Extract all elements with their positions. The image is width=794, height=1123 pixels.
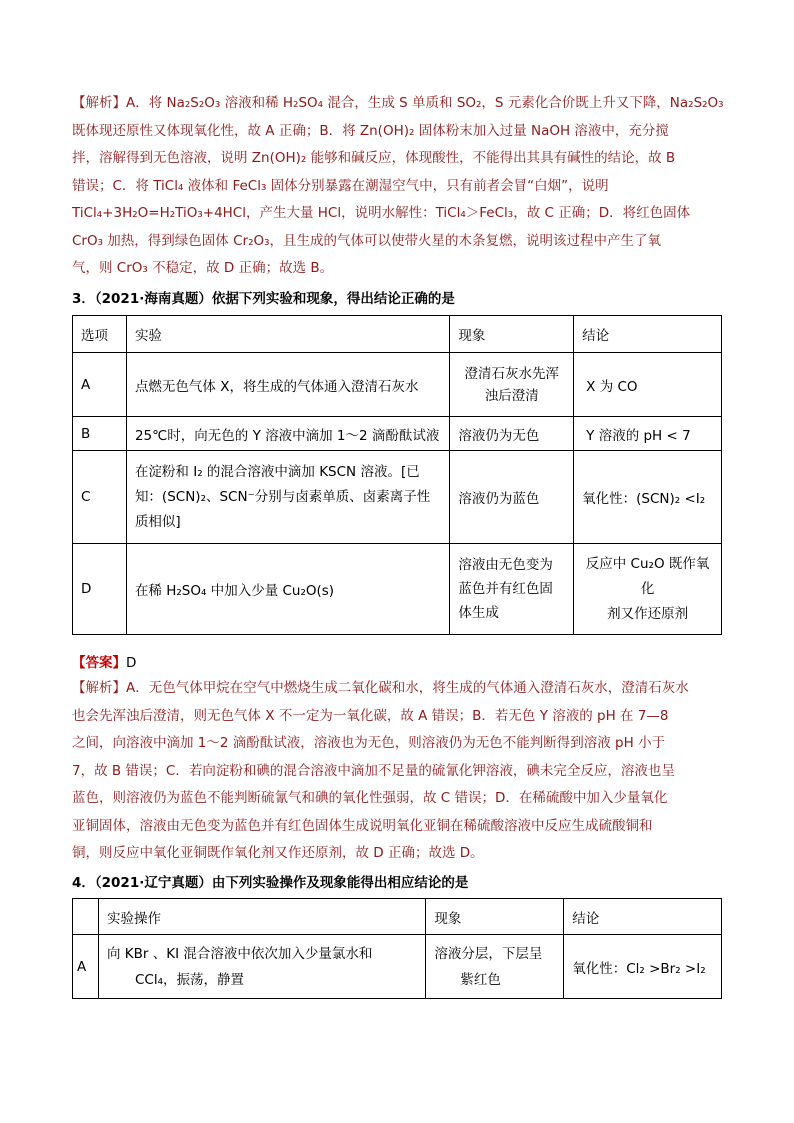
- phenomenon-cell: [450, 353, 574, 417]
- option-label: B: [73, 417, 127, 451]
- conclusion-cell: Y 溶液的 pH < 7: [574, 417, 722, 451]
- phenomenon-line: 紫红色: [460, 971, 501, 988]
- experiment-line: 在淀粉和 I₂ 的混合溶液中滴加 KSCN 溶液。[已: [134, 463, 420, 480]
- header-operation: 实验操作: [98, 899, 425, 935]
- question-3-table: [72, 315, 722, 635]
- analysis-line: 亚铜固体，溶液由无色变为蓝色并有红色固体生成说明氧化亚铜在稀硫酸溶液中反应生成硫酸铜和: [72, 817, 653, 834]
- phenomenon-cell: 溶液仍为无色: [450, 417, 574, 451]
- analysis-line: 【解析】A．将 Na₂S₂O₃ 溶液和稀 H₂SO₄ 混合，生成 S 单质和 SO₂，S 元素化合价既上升又下降，Na₂S₂O₃: [72, 95, 724, 111]
- analysis-line: 也会先浑浊后澄清，则无色气体 X 不一定为一氧化碳，故 A 错误；B．若无色 Y 溶液的 pH 在 7—8: [72, 707, 669, 724]
- header-experiment: 实验: [126, 316, 449, 353]
- phenomenon-cell: 溶液仍为蓝色: [450, 451, 574, 544]
- question-4-stem: 4．（2021·辽宁真题）由下列实验操作及现象能得出相应结论的是: [72, 875, 469, 891]
- conclusion-line: 反应中 Cu₂O 既作氧化: [585, 555, 710, 597]
- phenomenon-line: 澄清石灰水先浑: [464, 365, 560, 382]
- answer-line: [72, 651, 136, 671]
- table-header-row: [73, 899, 722, 935]
- operation-line: CCl₄，振荡，静置: [134, 971, 244, 988]
- header-phenomenon: 现象: [450, 316, 574, 353]
- header-conclusion: 结论: [574, 316, 722, 353]
- analysis-line: TiCl₄+3H₂O=H₂TiO₃+4HCl，产生大量 HCl，说明水解性：TiCl₄＞FeCl₃，故 C 正确；D．将红色固体: [72, 205, 691, 221]
- analysis-line: 蓝色，则溶液仍为蓝色不能判断硫氰气和碘的氧化性强弱，故 C 错误；D．在稀硫酸中加入少量氧化: [72, 790, 668, 806]
- option-label: A: [73, 935, 99, 999]
- operation-line: 向 KBr 、KI 混合溶液中依次加入少量氯水和: [106, 945, 373, 962]
- phenomenon-cell: [426, 935, 564, 999]
- table-row: [73, 451, 722, 544]
- question-4-table: [72, 898, 722, 999]
- conclusion-cell: 氧化性：Cl₂ >Br₂ >I₂: [564, 935, 722, 999]
- analysis-line: 错误；C．将 TiCl₄ 液体和 FeCl₃ 固体分别暴露在潮湿空气中，只有前者会冒“白烟”，说明: [72, 177, 609, 194]
- experiment-cell: 25℃时，向无色的 Y 溶液中滴加 1～2 滴酚酞试液: [126, 417, 449, 451]
- phenomenon-line: 体生成: [458, 605, 499, 621]
- table-row: [73, 935, 722, 999]
- analysis-line: 拌，溶解得到无色溶液，说明 Zn(OH)₂ 能够和碱反应，体现酸性，不能得出其具有碱性的结论，故 B: [72, 150, 676, 166]
- experiment-cell: 点燃无色气体 X，将生成的气体通入澄清石灰水: [126, 353, 449, 417]
- experiment-line: 知：(SCN)₂、SCN⁻分别与卤素单质、卤素离子性: [134, 488, 431, 505]
- analysis-line: 7，故 B 错误；C．若向淀粉和碘的混合溶液中滴加不足量的硫氰化钾溶液，碘未完全反应，溶液也呈: [72, 762, 675, 779]
- table-header-row: [73, 316, 722, 353]
- option-label: D: [73, 544, 127, 635]
- conclusion-cell: X 为 CO: [574, 353, 722, 417]
- experiment-cell: [126, 451, 449, 544]
- question-3-stem: 3．（2021·海南真题）依据下列实验和现象，得出结论正确的是: [72, 291, 455, 307]
- phenomenon-line: 蓝色并有红色固: [458, 581, 553, 597]
- analysis-line: 既体现还原性又体现氧化性，故 A 正确；B．将 Zn(OH)₂ 固体粉末加入过量 NaOH 溶液中，充分搅: [72, 122, 669, 139]
- analysis-q2: [72, 90, 722, 283]
- operation-cell: [98, 935, 425, 999]
- phenomenon-line: 溶液分层，下层呈: [434, 945, 543, 962]
- phenomenon-line: 浊后澄清: [484, 387, 539, 404]
- option-label: A: [73, 353, 127, 417]
- conclusion-line: 剂又作还原剂: [607, 605, 689, 622]
- analysis-line: 之间，向溶液中滴加 1～2 滴酚酞试液，溶液也为无色，则溶液仍为无色不能判断得到溶液 pH 小于: [72, 735, 666, 751]
- analysis-q3: [72, 675, 722, 868]
- header-option: 选项: [73, 316, 127, 353]
- answer-label: 【答案】: [72, 655, 126, 671]
- header-conclusion: 结论: [564, 899, 722, 935]
- table-row: [73, 417, 722, 451]
- conclusion-cell: 氧化性：(SCN)₂ <I₂: [574, 451, 722, 544]
- experiment-line: 质相似]: [134, 513, 181, 530]
- analysis-line: CrO₃ 加热，得到绿色固体 Cr₂O₃，且生成的气体可以使带火星的木条复燃，说明该过程中产生了氧: [72, 232, 662, 249]
- phenomenon-cell: [450, 544, 574, 635]
- analysis-line: 【解析】A．无色气体甲烷在空气中燃烧生成二氧化碳和水，将生成的气体通入澄清石灰水，澄清石灰水: [72, 680, 689, 696]
- analysis-line: 铜，则反应中氧化亚铜既作氧化剂又作还原剂，故 D 正确；故选 D。: [72, 845, 484, 861]
- answer-value: D: [126, 655, 137, 671]
- experiment-cell: 在稀 H₂SO₄ 中加入少量 Cu₂O(s): [126, 544, 449, 635]
- header-phenomenon: 现象: [426, 899, 564, 935]
- analysis-line: 气，则 CrO₃ 不稳定，故 D 正确；故选 B。: [72, 260, 334, 276]
- conclusion-cell: [574, 544, 722, 635]
- phenomenon-line: 溶液由无色变为: [458, 557, 553, 573]
- option-label: C: [73, 451, 127, 544]
- table-row: [73, 353, 722, 417]
- table-row: [73, 544, 722, 635]
- header-option: [73, 899, 99, 935]
